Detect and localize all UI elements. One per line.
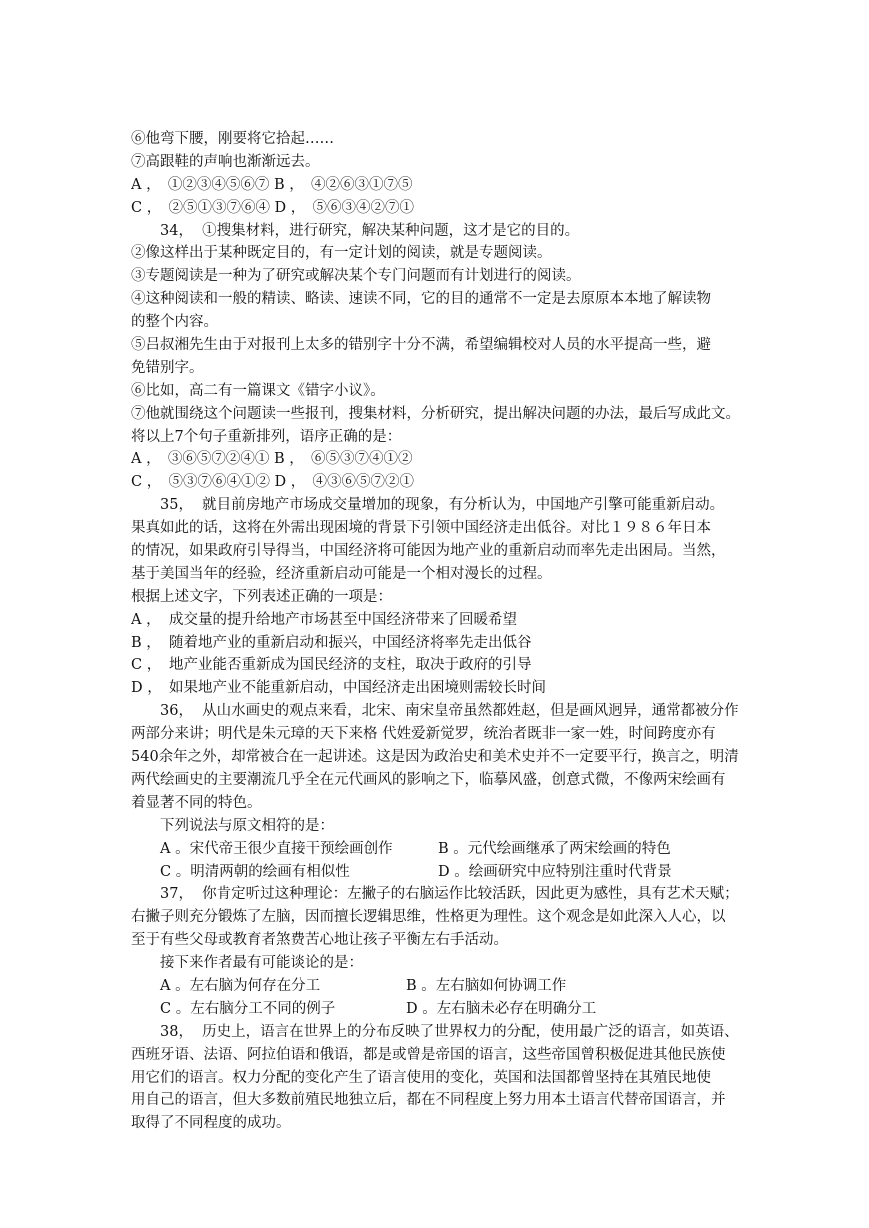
q34-line: ⑦他就围绕这个问题读一些报刊，搜集材料，分析研究，提出解决问题的办法，最后写成此文。 xyxy=(131,405,740,422)
q33-line-6: ⑥他弯下腰，刚要将它拾起…… xyxy=(131,131,334,147)
q33-options-ab: A ， ①②③④⑤⑥⑦ B ， ④②⑥③①⑦⑤ xyxy=(131,176,413,193)
q38-line: 西班牙语、法语、阿拉伯语和俄语，都是或曾是帝国的语言，这些帝国曾积极促进其他民族使 xyxy=(131,1046,726,1063)
q34-first-line xyxy=(131,220,746,243)
q35-line: 的情况，如果政府引导得当，中国经济将可能因为地产业的重新启动而率先走出困局。当然， xyxy=(131,543,726,560)
q38-first-text: 历史上，语言在世界上的分布反映了世界权力的分配，使用最广泛的语言，如英语、 xyxy=(202,1023,739,1040)
q34-line: ⑥比如，高二有一篇课文《错字小议》。 xyxy=(131,382,385,399)
option-text: 地产业能否重新成为国民经济的支柱，取决于政府的引导 xyxy=(169,657,532,674)
q37-option-b: B 。左右脑如何协调工作 xyxy=(406,977,567,994)
q38-line: 用它们的语言。权力分配的变化产生了语言使用的变化，英国和法国都曾坚持在其殖民地使 xyxy=(131,1069,711,1086)
q38-first-line xyxy=(131,1021,746,1044)
q37-option-c: C 。左右脑分工不同的例子 xyxy=(160,1000,336,1017)
q35-option-d xyxy=(131,677,746,700)
q35-first-text: 就目前房地产市场成交量增加的现象，有分析认为，中国地产引擎可能重新启动。 xyxy=(202,497,725,514)
q37-options-ab xyxy=(131,975,746,998)
q38-line: 取得了不同程度的成功。 xyxy=(131,1115,291,1132)
q37-first-line xyxy=(131,883,746,906)
q36-line: 两部分来讲；明代是朱元璋的天下来格 代姓爱新觉罗，统治者既非一家一姓，时间跨度亦有 xyxy=(131,726,716,743)
option-text: 如果地产业不能重新启动，中国经济走出困境则需较长时间 xyxy=(169,680,546,697)
q36-option-d: D 。绘画研究中应特别注重时代背景 xyxy=(438,863,672,880)
q34-number: 34， xyxy=(160,222,193,239)
q34-line: ④这种阅读和一般的精读、略读、速读不同，它的目的通常不一定是去原原本本地了解读物 xyxy=(131,291,711,308)
q35-first-line xyxy=(131,494,746,517)
q34-prompt: 将以上7个句子重新排列，语序正确的是： xyxy=(131,428,402,445)
option-letter: A ， xyxy=(131,611,161,628)
q36-first-text: 从山水画史的观点来看，北宋、南宋皇帝虽然都姓赵，但是画风迥异，通常都被分作 xyxy=(202,703,739,720)
q36-prompt: 下列说法与原文相符的是： xyxy=(160,817,334,834)
q36-option-a: A 。宋代帝王很少直接干预绘画创作 xyxy=(160,840,393,857)
q34-line: 免错别字。 xyxy=(131,359,204,376)
q38-line: 用自己的语言，但大多数前殖民地独立后，都在不同程度上努力用本土语言代替帝国语言，并 xyxy=(131,1092,726,1109)
q36-option-c: C 。明清两朝的绘画有相似性 xyxy=(160,863,350,880)
q33-options-cd: C ， ②⑤①③⑦⑥④ D ， ⑤⑥③④②⑦① xyxy=(131,199,415,216)
q36-line: 着显著不同的特色。 xyxy=(131,794,262,811)
q37-first-text: 你肯定听过这种理论：左撇子的右脑运作比较活跃，因此更为感性，具有艺术天赋； xyxy=(202,886,739,903)
option-letter: C ， xyxy=(131,657,162,674)
q34-line: ③专题阅读是一种为了研究或解决某个专门问题而有计划进行的阅读。 xyxy=(131,268,581,285)
document-content xyxy=(131,128,746,1135)
q33-line-7: ⑦高跟鞋的声响也渐渐远去。 xyxy=(131,153,320,170)
q37-option-d: D 。左右脑未必存在明确分工 xyxy=(406,1000,597,1017)
q35-option-c xyxy=(131,654,746,677)
q37-option-a: A 。左右脑为何存在分工 xyxy=(160,977,321,994)
q34-options-ab: A ， ③⑥⑤⑦②④① B ， ⑥⑤③⑦④①② xyxy=(131,451,413,468)
q34-line: ②像这样出于某种既定目的，有一定计划的阅读，就是专题阅读。 xyxy=(131,245,552,262)
q34-line: 的整个内容。 xyxy=(131,314,218,331)
q35-line: 基于美国当年的经验，经济重新启动可能是一个相对漫长的过程。 xyxy=(131,565,552,582)
option-text: 成交量的提升给地产市场甚至中国经济带来了回暖希望 xyxy=(169,611,517,628)
q34-first-text: ①搜集材料，进行研究，解决某种问题，这才是它的目的。 xyxy=(202,222,580,239)
q34-line: ⑤吕叔湘先生由于对报刊上太多的错别字十分不满，希望编辑校对人员的水平提高一些，避 xyxy=(131,337,711,354)
q34-options-cd: C ， ⑤③⑦⑥④①② D ， ④③⑥⑤⑦②① xyxy=(131,474,415,491)
q35-number: 35， xyxy=(160,497,193,514)
option-letter: B ， xyxy=(131,634,161,651)
q38-number: 38， xyxy=(160,1023,193,1040)
option-text: 随着地产业的重新启动和振兴，中国经济将率先走出低谷 xyxy=(169,634,532,651)
q37-line: 右撇子则充分锻炼了左脑，因而擅长逻辑思维，性格更为理性。这个观念是如此深入人心，以 xyxy=(131,909,726,926)
q37-options-cd xyxy=(131,998,746,1021)
q35-line: 果真如此的话，这将在外需出现困境的背景下引领中国经济走出低谷。对比１９８６年日本 xyxy=(131,520,711,537)
q36-number: 36， xyxy=(160,703,193,720)
q36-line: 540余年之外，却常被合在一起讲述。这是因为政治史和美术史并不一定要平行，换言之，明清 xyxy=(131,749,739,766)
q35-option-b xyxy=(131,632,746,655)
q36-options-cd xyxy=(131,861,746,884)
q37-number: 37， xyxy=(160,886,193,903)
q35-option-a xyxy=(131,609,746,632)
q36-options-ab xyxy=(131,838,746,861)
q36-first-line xyxy=(131,700,746,723)
q37-line: 至于有些父母或教育者煞费苦心地让孩子平衡左右手活动。 xyxy=(131,932,508,949)
q36-line: 两代绘画史的主要潮流几乎全在元代画风的影响之下，临摹风盛，创意式微，不像两宋绘画有 xyxy=(131,771,726,788)
option-letter: D ， xyxy=(131,680,162,697)
q37-prompt: 接下来作者最有可能谈论的是： xyxy=(160,955,363,972)
q36-option-b: B 。元代绘画继承了两宋绘画的特色 xyxy=(438,840,671,857)
q35-prompt: 根据上述文字，下列表述正确的一项是： xyxy=(131,588,392,605)
